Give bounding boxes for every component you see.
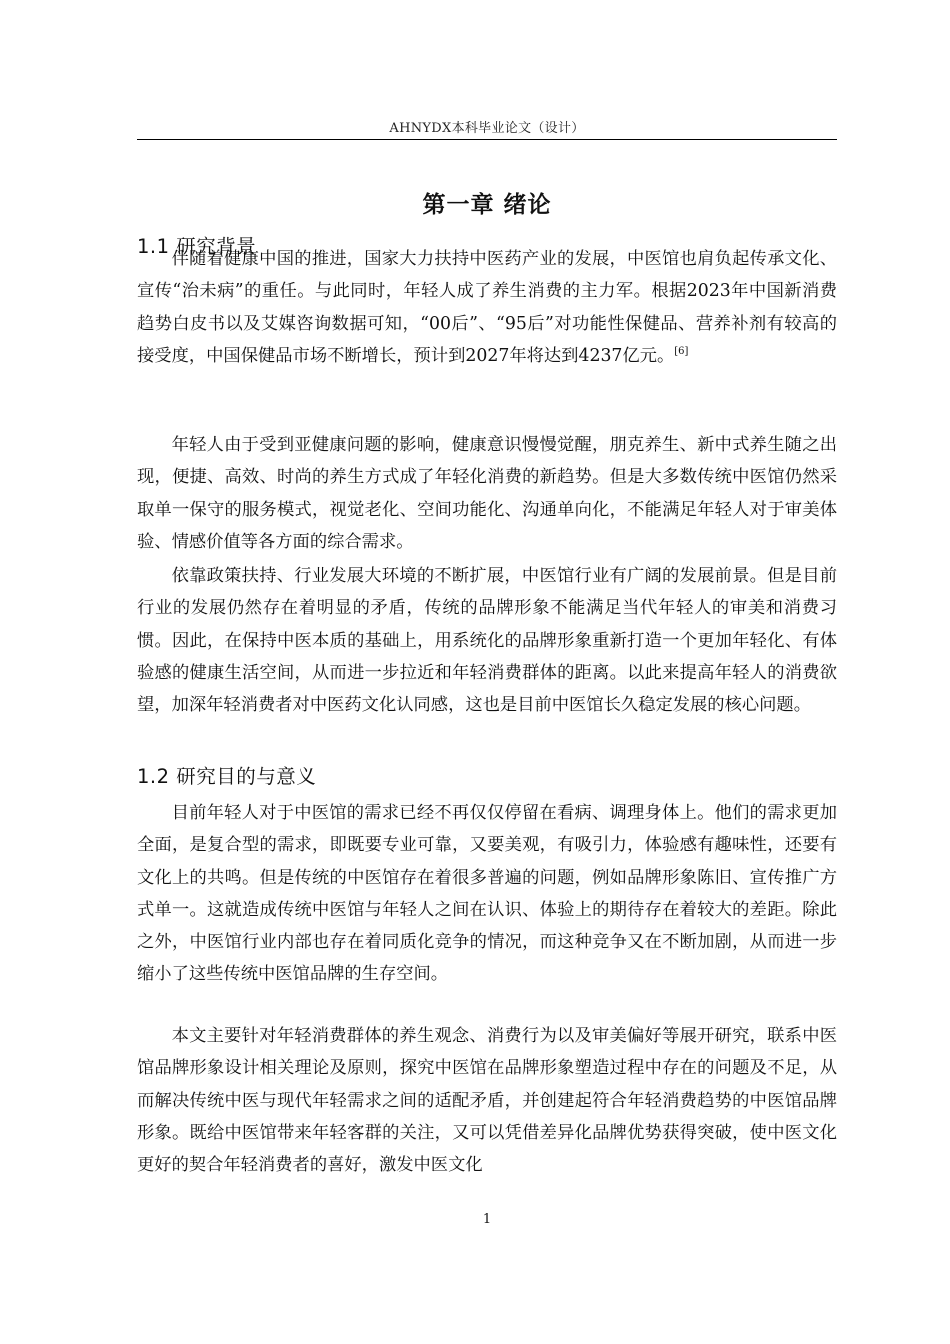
section-heading-1-2: 1.2 研究目的与意义 xyxy=(137,765,317,788)
paragraph: 本文主要针对年轻消费群体的养生观念、消费行为以及审美偏好等展开研究，联系中医馆品牌形象设计相关理论及原则，探究中医馆在品牌形象塑造过程中存在的问题及不足，从而解决传统中医与现代年轻需求之间的适配矛盾，并创建起符合年轻消费趋势的中医馆品牌形象。既给中医馆带来年轻客群的关注，又可以凭借差异化品牌优势获得突破，使中医文化更好的契合年轻消费者的喜好，激发中医文化 xyxy=(137,1026,837,1176)
paragraph: 依靠政策扶持、行业发展大环境的不断扩展，中医馆行业有广阔的发展前景。但是目前行业的发展仍然存在着明显的矛盾，传统的品牌形象不能满足当代年轻人的审美和消费习惯。因此，在保持中医本质的基础上，用系统化的品牌形象重新打造一个更加年轻化、有体验感的健康生活空间，从而进一步拉近和年轻消费群体的距离。以此来提高年轻人的消费欲望，加深年轻消费者对中医药文化认同感，这也是目前中医馆长久稳定发展的核心问题。 xyxy=(137,566,837,716)
paragraph: 年轻人由于受到亚健康问题的影响，健康意识慢慢觉醒，朋克养生、新中式养生随之出现，便捷、高效、时尚的养生方式成了年轻化消费的新趋势。但是大多数传统中医馆仍然采取单一保守的服务模式，视觉老化、空间功能化、沟通单向化，不能满足年轻人对于审美体验、情感价值等各方面的综合需求。 xyxy=(137,435,837,552)
chapter-title: 第一章 绪论 xyxy=(422,192,552,218)
section-heading-1-1: 1.1 研究背景 xyxy=(137,235,257,258)
header-divider xyxy=(137,139,837,140)
page-number: 1 xyxy=(482,1212,492,1227)
paragraph: 目前年轻人对于中医馆的需求已经不再仅仅停留在看病、调理身体上。他们的需求更加全面，是复合型的需求，即既要专业可靠，又要美观，有吸引力，体验感有趣味性，还要有文化上的共鸣。但是传统的中医馆存在着很多普遍的问题，例如品牌形象陈旧、宣传推广方式单一。这就造成传统中医馆与年轻人之间在认识、体验上的期待存在着较大的差距。除此之外，中医馆行业内部也存在着同质化竞争的情况，而这种竞争又在不断加剧，从而进一步缩小了这些传统中医馆品牌的生存空间。 xyxy=(137,803,837,985)
running-header: AHNYDX本科毕业论文（设计） xyxy=(389,121,585,136)
citation-ref: [6] xyxy=(674,346,689,358)
paragraph xyxy=(137,243,837,372)
paragraph-text: 伴随着健康中国的推进，国家大力扶持中医药产业的发展，中医馆也肩负起传承文化、宣传“治未病”的重任。与此同时，年轻人成了养生消费的主力军。根据2023年中国新消费趋势白皮书以及艾媒咨询数据可知，“00后”、“95后”对功能性保健品、营养补剂有较高的接受度，中国保健品市场不断增长，预计到2027年将达到4237亿元。 xyxy=(137,249,837,366)
